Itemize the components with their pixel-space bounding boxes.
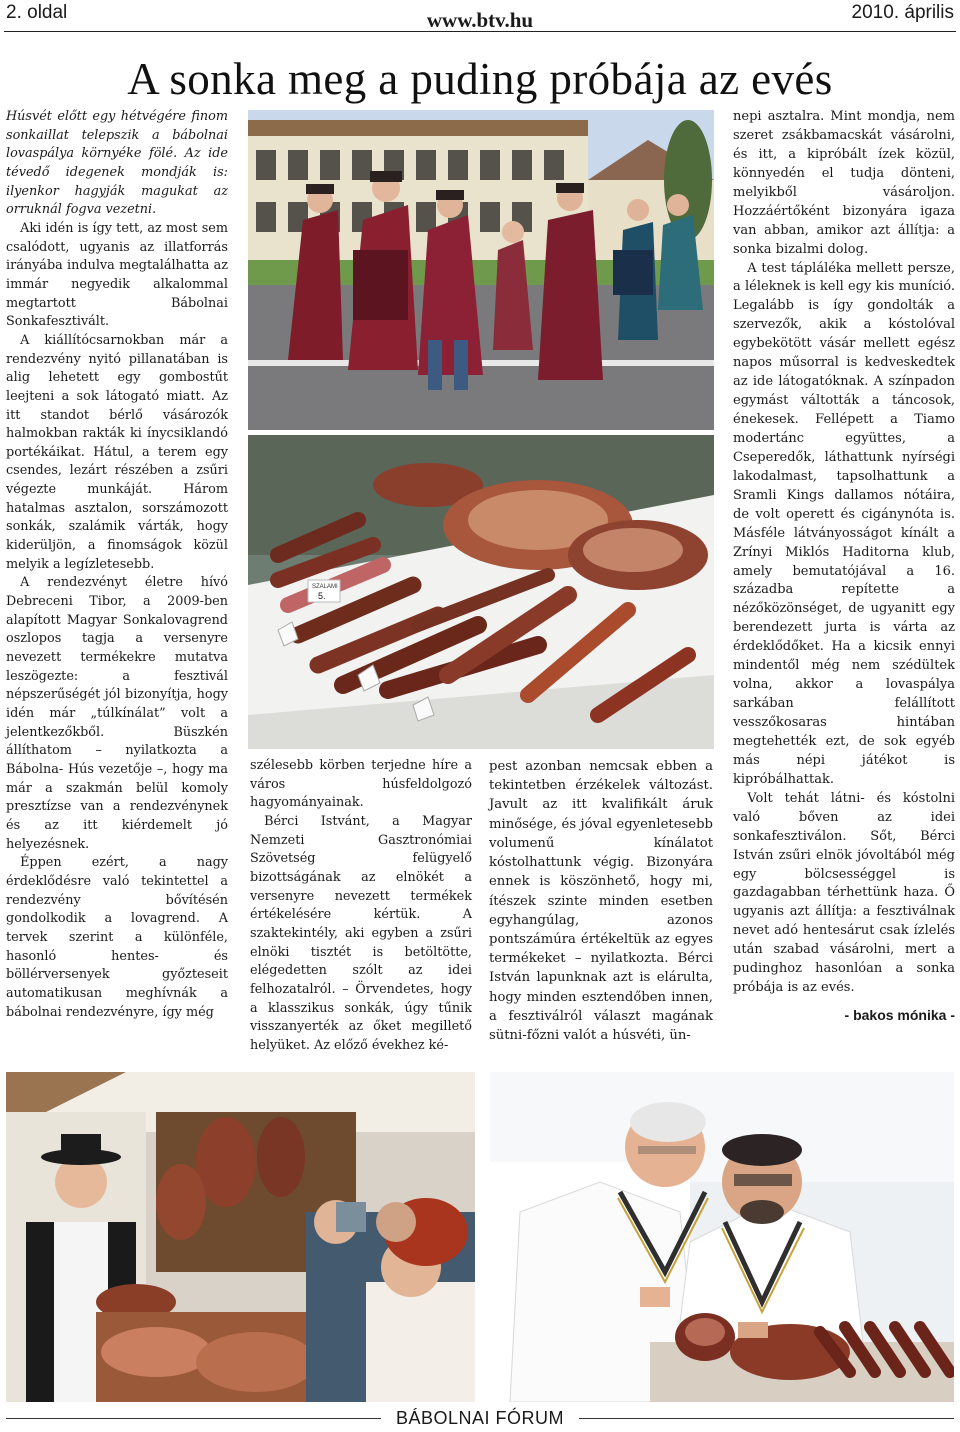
page-header — [0, 0, 960, 34]
paragraph: szélesebb körben terjedne híre a város húsfeldolgozó hagyományainak. — [250, 758, 472, 811]
paragraph: A kiállítócsarnokban már a rendezvény nyitó pillanatában is alig lehetett egy gombostűt leejteni a sok látogató miatt. Az itt standot bérlő vásározók halmokban rakták ki ínycsiklandó portékáikat. Hátul, a terem egy csendes, lezárt részében a zsűri végezte munkáját. Három hatalmas asztalon, sorszámozott sonkák, szalámik várták, hogy kiderüljön, a finomságok közül melyik a legízletesebb. — [6, 332, 228, 572]
paragraph: pest azonban nemcsak ebben a tekintetben érzékelek változást. Javult az itt kvalifikált áruk minősége, és jóval egyenletesebb volumenű kínálatot kóstolhattunk végig. Bizonyára ennek is köszönhető, hogy mi, ítészek szinte minden esetben egyhangúlag, azonos pontszámúra értékeltük az egyes termékeket – nyilatkozta. Bérci István lapunknak azt is elárulta, hogy minden esztendőben innen, a fesztiválról választ magának sütni-főzni valót a húsvéti, ün- — [489, 759, 713, 1044]
photo-number-tag: 5. — [318, 591, 326, 601]
paragraph: Volt tehát látni- és kóstolni való bőven az idei sonkafesztiválon. Sőt, Bérci István zsűri elnök jóvoltából még egy bölcsességgel is gazdagabban térhettünk haza. Ő ugyanis azt állítja: a fesztiválnak nevet adó hentesárut csak ízlelés után szabad vásárolni, mert a pudinghoz hasonlóan a sonka próbája is az evés. — [733, 790, 955, 996]
photo-sausages — [248, 435, 714, 749]
website-link[interactable]: www.btv.hu — [426, 8, 534, 32]
page-number: 2. oldal — [6, 2, 68, 23]
footer-rule-right — [579, 1418, 954, 1419]
issue-date: 2010. április — [851, 2, 954, 23]
paragraph: A test tápláléka mellett persze, a léleknek is kell egy kis muníció. Legalább is így gondolták a szervezők, akik a kóstolóval egybekötött vásár mellett egész napos műsorral is kedveskedtek az ide látogatóknak. A színpadon egymást váltották a táncosok, énekesek. Fellépett a Tiamo modertánc együttes, a Cseperedők, láthattunk nyírségi lakodalmast, tapsolhattunk a Sramli Kings dallamos nótáira, de volt operett és cigánynóta is. Másféle látványosságot kínált a Zrínyi Miklós Haditorna klub, amely bemutatójával a 16. századba repítette a nézőközönséget, de ugyanitt egy berendezett jurta is várta az érdeklődőket. Ha a kicsik ennyi mindentől még nem szédültek volna, akkor a lovaspálya sarkában felállított vesszőkosaras hintában megtehették ezt, de sok egyéb más népi játékot is kipróbálhattak. — [733, 260, 955, 787]
paragraph: nepi asztalra. Mint mondja, nem szeret zsákbamacskát vásárolni, és itt, a kipróbált ízek közül, könnyedén el tudja dönteni, melyikből vásároljon. Hozzáértőként bizonyára igaza van abban, amikor azt állítja: a sonka bizalmi dolog. — [733, 109, 955, 257]
paragraph: Bérci Istvánt, a Magyar Nemzeti Gasztronómiai Szövetség felügyelő bizottságának az elnökét a versenyre nevezett termékek értékelésére kértük. A szaktekintély, aki egyben a zsűri elnöki tisztét is betöltötte, elégedetten szólt az idei felhozatalról. – Örvendetes, hogy a klasszikus sonkák, úgy tűnik visszanyerték az őket megillető helyüket. Az előző évekhez ké- — [250, 813, 472, 1053]
author-signature: - bakos mónika - — [844, 1007, 955, 1024]
paragraph: Éppen ezért, a nagy érdeklődésre való tekintettel a rendezvény bővítésén gondolkodik a lovagrend. A tervek szerint a különféle, hasonló hentes- és böllérversenyek győzteseit automatikusan meghívnák a bábolnai rendezvényre, így még — [6, 855, 228, 1020]
photo-label-tag: SZALAMI — [312, 584, 338, 590]
article-column-2 — [250, 757, 472, 1057]
header-rule — [4, 31, 956, 32]
article-column-1 — [6, 108, 228, 1053]
photo-ham-vendor — [6, 1072, 475, 1402]
publication-name: BÁBOLNAI FÓRUM — [395, 1408, 565, 1428]
article-column-4 — [733, 108, 955, 1056]
paragraph: Aki idén is így tett, az most sem csalódott, ugyanis az illatforrás irányába indulva megtalálhatta az immár negyedik alkalommal megtartott Bábolnai Sonkafesztivált. — [6, 220, 228, 330]
lead-paragraph: Húsvét előtt egy hétvégére finom sonkaillat telepszik a bábolnai lovaspálya környéke fölé. Az ide tévedő idegenek mondják is: ilyenkor hagyják magukat az orruknál fogva vezetni. — [6, 109, 228, 218]
photo-procession — [248, 110, 714, 430]
article-column-3 — [489, 757, 713, 1057]
page-footer — [0, 1404, 960, 1432]
article-title: A sonka meg a puding próbája az evés — [127, 54, 833, 104]
photo-jury-tasting — [490, 1072, 954, 1402]
paragraph: A rendezvényt életre hívó Debreceni Tibor, a 2009-ben alapított Magyar Sonkalovagrend oszlopos tagja a versenyre nevezett termékekre mutatva leszögezte: a fesztivál népszerűségét jól bizonyítja, hogy idén már „túlkínálat” volt a jelentkezőkből. Büszkén állíthatom – nyilatkozta a Bábolna- Hús vezetője –, hogy ma már a szakmán belül komoly presztízse van a rendezvénynek és az itt kiérdemelt jó helyezésnek. — [6, 575, 228, 852]
